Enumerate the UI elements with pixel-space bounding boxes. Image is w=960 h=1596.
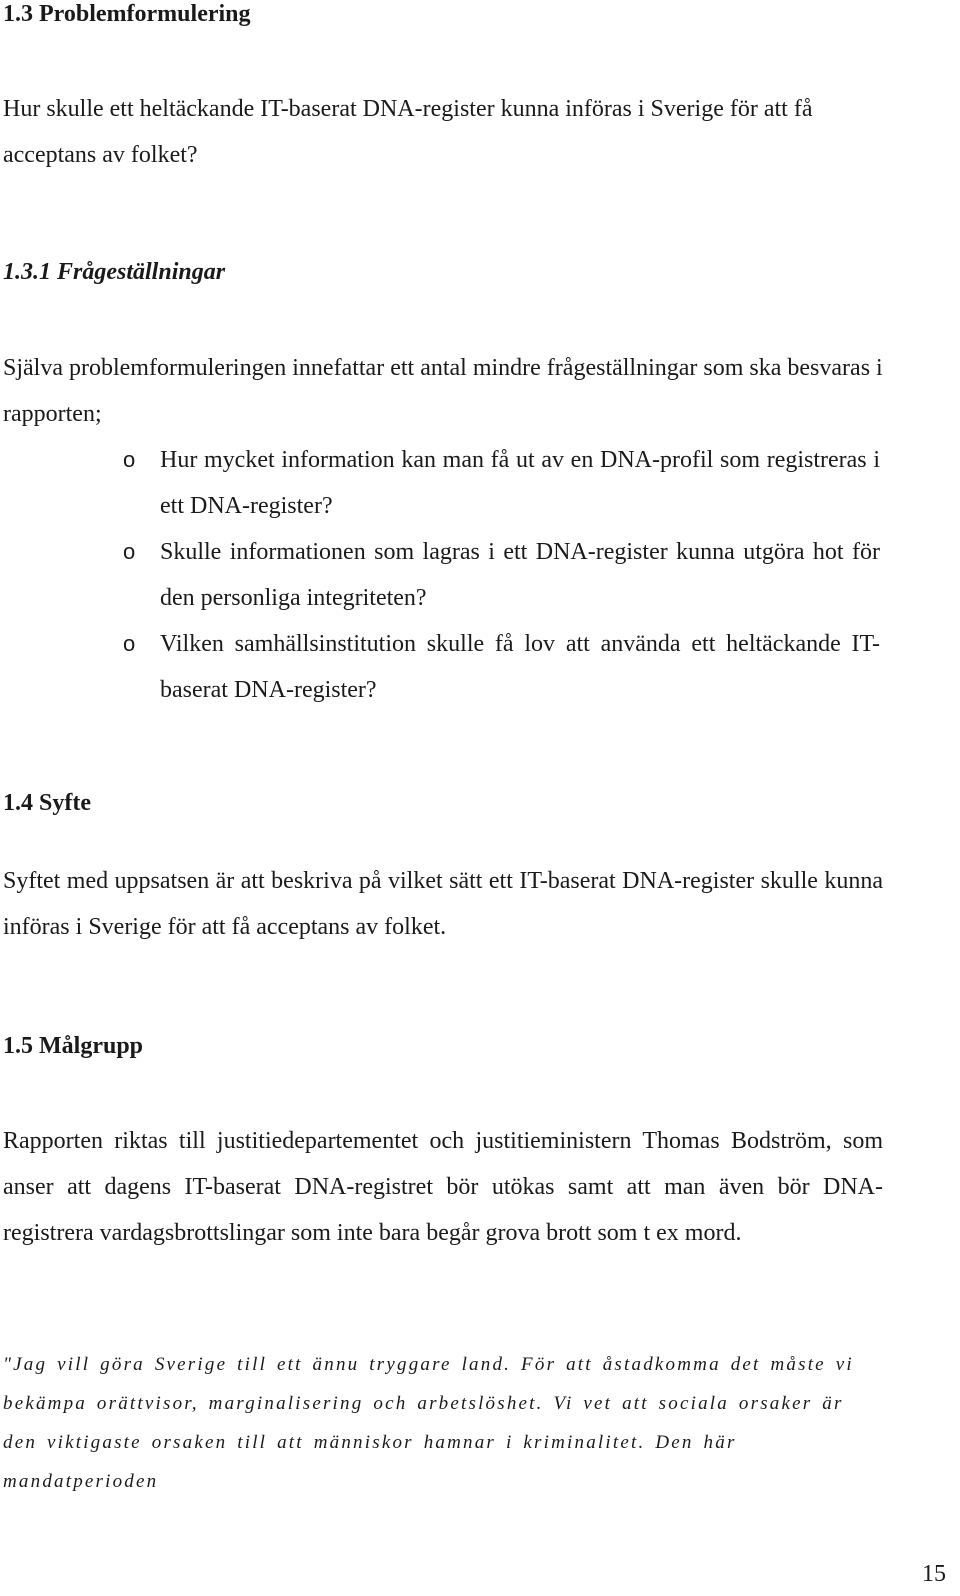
question-text: Hur mycket information kan man få ut av en DNA-profil som registreras i ett DNA-register? [160, 447, 880, 519]
heading-fragestallningar: 1.3.1 Frågeställningar [3, 259, 226, 285]
audience-text: Rapporten riktas till justitiedepartementet och justitieministern Thomas Bodström, som anser att dagens IT-baserat DNA-registret bör utökas samt att man även bör DNA-registrera vardagsbrottslingar som inte bara begår grova brott som t ex mord. [3, 1128, 883, 1246]
minister-quote: "Jag vill göra Sverige till ett ännu tryggare land. För att åstadkomma det måste vi bekämpa orättvisor, marginalisering och arbetslöshet. Vi vet att sociala orsaker är den viktigaste orsaken till att människor hamnar i kriminalitet. Den här mandatperioden [3, 1354, 854, 1492]
list-item [0, 437, 880, 529]
question-text: Vilken samhällsinstitution skulle få lov att använda ett heltäckande IT-baserat DNA-register? [160, 631, 880, 703]
purpose-text: Syftet med uppsatsen är att beskriva på vilket sätt ett IT-baserat DNA-register skulle kunna införas i Sverige för att få acceptans av folket. [3, 868, 883, 940]
heading-malgrupp: 1.5 Målgrupp [3, 1033, 144, 1059]
page-number: 15 [922, 1561, 946, 1587]
question-text: Skulle informationen som lagras i ett DNA-register kunna utgöra hot för den personliga integriteten? [160, 539, 880, 611]
bullet-marker: o [123, 631, 136, 656]
list-item [0, 529, 880, 621]
problem-statement: Hur skulle ett heltäckande IT-baserat DNA-register kunna införas i Sverige för att få acceptans av folket? [3, 96, 813, 168]
question-list [0, 437, 880, 713]
heading-syfte: 1.4 Syfte [3, 790, 91, 816]
bullet-marker: o [123, 539, 136, 564]
questions-intro: Själva problemformuleringen innefattar ett antal mindre frågeställningar som ska besvaras i rapporten; [3, 355, 883, 427]
bullet-marker: o [123, 447, 136, 472]
list-item [0, 621, 880, 713]
heading-problemformulering: 1.3 Problemformulering [3, 1, 251, 27]
